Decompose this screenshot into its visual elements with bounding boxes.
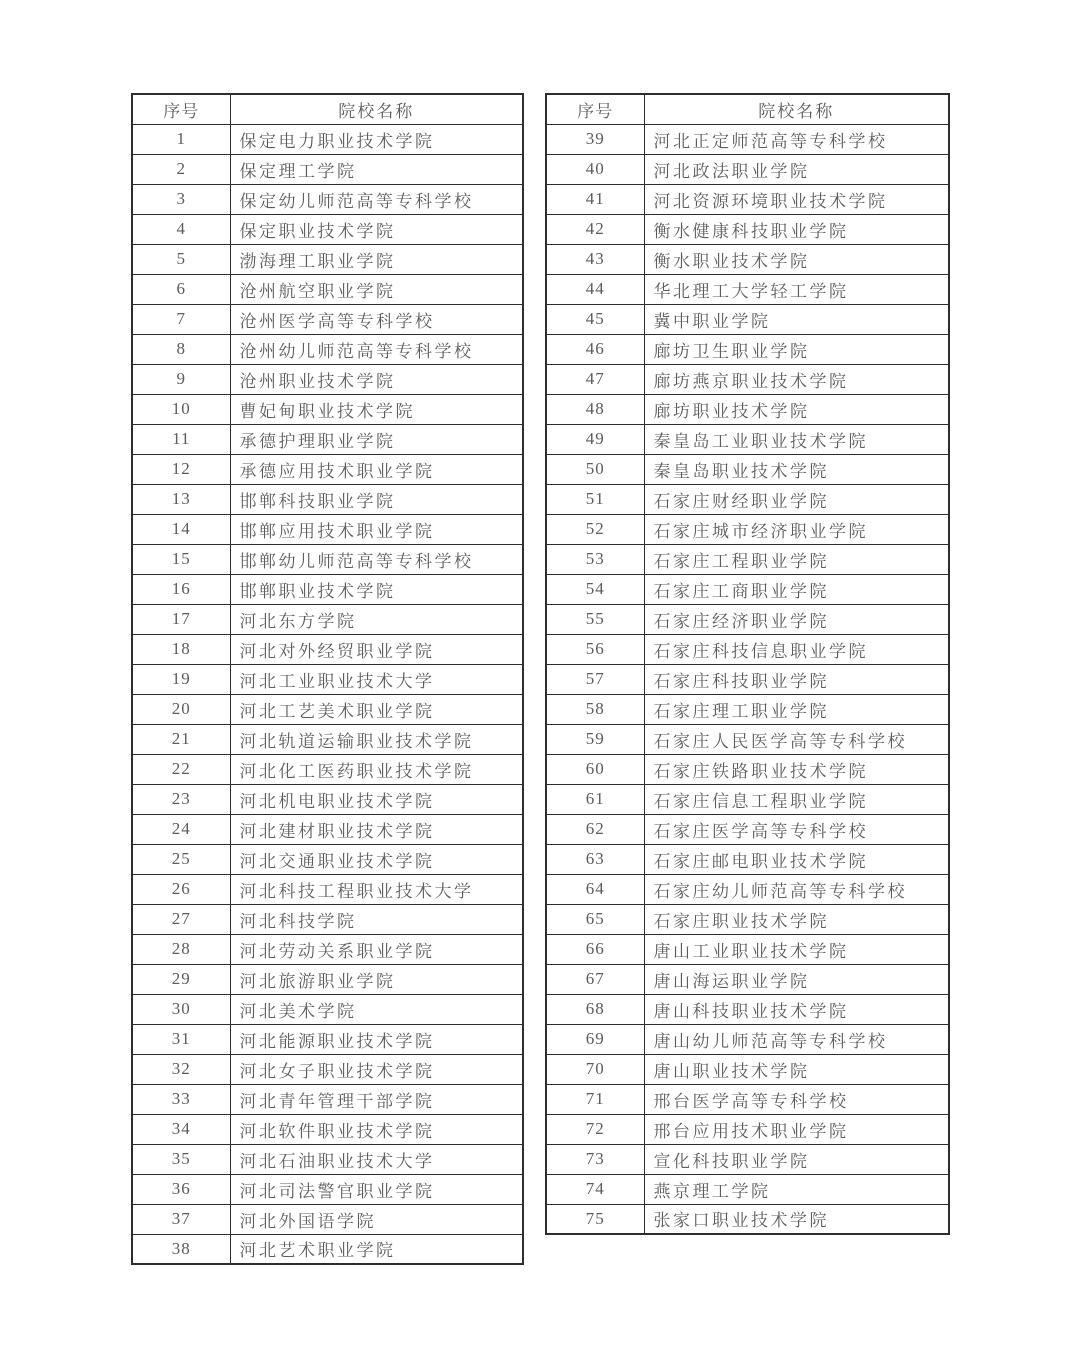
row-number-cell: 1 [132,124,230,154]
table-row [132,394,523,424]
row-number-cell: 70 [546,1054,644,1084]
row-number-cell: 66 [546,934,644,964]
row-number-cell: 12 [132,454,230,484]
institution-name-cell: 河北旅游职业学院 [230,964,523,994]
table-row [546,544,949,574]
row-number-cell: 44 [546,274,644,304]
institution-name-cell: 曹妃甸职业技术学院 [230,394,523,424]
table-row [546,1114,949,1144]
row-number-cell: 14 [132,514,230,544]
row-number-cell: 69 [546,1024,644,1054]
row-number-cell: 61 [546,784,644,814]
table-row [132,214,523,244]
row-number-cell: 23 [132,784,230,814]
table-row [132,574,523,604]
row-number-cell: 46 [546,334,644,364]
institution-name-cell: 邯郸幼儿师范高等专科学校 [230,544,523,574]
institution-name-cell: 河北女子职业技术学院 [230,1054,523,1084]
institution-name-cell: 沧州航空职业学院 [230,274,523,304]
row-number-cell: 48 [546,394,644,424]
institution-name-cell: 河北工业职业技术大学 [230,664,523,694]
row-number-cell: 72 [546,1114,644,1144]
institution-name-cell: 石家庄科技信息职业学院 [644,634,949,664]
row-number-cell: 52 [546,514,644,544]
row-number-cell: 28 [132,934,230,964]
table-row [546,934,949,964]
table-row [132,514,523,544]
institution-name-cell: 石家庄职业技术学院 [644,904,949,934]
table-row [546,124,949,154]
school-table-right [545,93,950,1235]
column-header-number: 序号 [132,94,230,124]
table-row [132,334,523,364]
table-row [132,454,523,484]
row-number-cell: 19 [132,664,230,694]
row-number-cell: 8 [132,334,230,364]
institution-name-cell: 张家口职业技术学院 [644,1204,949,1234]
institution-name-cell: 石家庄幼儿师范高等专科学校 [644,874,949,904]
institution-name-cell: 石家庄工程职业学院 [644,544,949,574]
row-number-cell: 11 [132,424,230,454]
institution-name-cell: 廊坊职业技术学院 [644,394,949,424]
institution-name-cell: 邢台应用技术职业学院 [644,1114,949,1144]
row-number-cell: 20 [132,694,230,724]
institution-name-cell: 廊坊燕京职业技术学院 [644,364,949,394]
institution-name-cell: 石家庄城市经济职业学院 [644,514,949,544]
institution-name-cell: 河北艺术职业学院 [230,1234,523,1264]
institution-name-cell: 承德应用技术职业学院 [230,454,523,484]
row-number-cell: 37 [132,1204,230,1234]
row-number-cell: 32 [132,1054,230,1084]
table-row [546,364,949,394]
table-row [132,124,523,154]
row-number-cell: 54 [546,574,644,604]
institution-name-cell: 唐山职业技术学院 [644,1054,949,1084]
row-number-cell: 59 [546,724,644,754]
table-row [132,274,523,304]
table-row [132,904,523,934]
row-number-cell: 56 [546,634,644,664]
table-row [132,1174,523,1204]
table-row [546,1084,949,1114]
institution-name-cell: 邯郸职业技术学院 [230,574,523,604]
row-number-cell: 17 [132,604,230,634]
institution-name-cell: 唐山工业职业技术学院 [644,934,949,964]
institution-name-cell: 邯郸应用技术职业学院 [230,514,523,544]
row-number-cell: 71 [546,1084,644,1114]
institution-name-cell: 石家庄财经职业学院 [644,484,949,514]
institution-name-cell: 秦皇岛职业技术学院 [644,454,949,484]
table-row [546,424,949,454]
table-row [132,1114,523,1144]
institution-name-cell: 邢台医学高等专科学校 [644,1084,949,1114]
row-number-cell: 9 [132,364,230,394]
table-row [132,874,523,904]
institution-name-cell: 石家庄经济职业学院 [644,604,949,634]
institution-name-cell: 邯郸科技职业学院 [230,484,523,514]
institution-name-cell: 河北劳动关系职业学院 [230,934,523,964]
institution-name-cell: 唐山海运职业学院 [644,964,949,994]
table-row [132,1204,523,1234]
row-number-cell: 31 [132,1024,230,1054]
table-row [546,1054,949,1084]
table-row [132,844,523,874]
row-number-cell: 21 [132,724,230,754]
table-row [546,394,949,424]
institution-name-cell: 华北理工大学轻工学院 [644,274,949,304]
school-table-left [131,93,524,1265]
table-row [546,814,949,844]
row-number-cell: 68 [546,994,644,1024]
institution-name-cell: 河北司法警官职业学院 [230,1174,523,1204]
institution-name-cell: 沧州医学高等专科学校 [230,304,523,334]
table-row [132,544,523,574]
row-number-cell: 34 [132,1114,230,1144]
row-number-cell: 22 [132,754,230,784]
table-row [132,154,523,184]
table-row [546,634,949,664]
table-row [546,274,949,304]
institution-name-cell: 冀中职业学院 [644,304,949,334]
table-row [546,784,949,814]
row-number-cell: 73 [546,1144,644,1174]
institution-name-cell: 河北对外经贸职业学院 [230,634,523,664]
table-row [132,694,523,724]
table-row [132,1024,523,1054]
table-row [546,454,949,484]
row-number-cell: 39 [546,124,644,154]
row-number-cell: 74 [546,1174,644,1204]
table-row [132,994,523,1024]
column-header-name: 院校名称 [644,94,949,124]
row-number-cell: 36 [132,1174,230,1204]
table-row [546,904,949,934]
institution-name-cell: 石家庄铁路职业技术学院 [644,754,949,784]
institution-name-cell: 河北机电职业技术学院 [230,784,523,814]
table-row [132,784,523,814]
table-row [546,844,949,874]
institution-name-cell: 保定理工学院 [230,154,523,184]
table-row [132,424,523,454]
institution-name-cell: 河北外国语学院 [230,1204,523,1234]
row-number-cell: 33 [132,1084,230,1114]
institution-name-cell: 河北正定师范高等专科学校 [644,124,949,154]
row-number-cell: 25 [132,844,230,874]
table-row [546,604,949,634]
institution-name-cell: 河北政法职业学院 [644,154,949,184]
row-number-cell: 15 [132,544,230,574]
row-number-cell: 40 [546,154,644,184]
institution-name-cell: 河北美术学院 [230,994,523,1024]
table-row [546,754,949,784]
table-row [546,1174,949,1204]
table-row [546,994,949,1024]
table-row [132,604,523,634]
row-number-cell: 7 [132,304,230,334]
institution-name-cell: 唐山科技职业技术学院 [644,994,949,1024]
institution-name-cell: 宣化科技职业学院 [644,1144,949,1174]
row-number-cell: 6 [132,274,230,304]
institution-name-cell: 沧州幼儿师范高等专科学校 [230,334,523,364]
table-row [132,724,523,754]
institution-name-cell: 廊坊卫生职业学院 [644,334,949,364]
row-number-cell: 64 [546,874,644,904]
institution-name-cell: 河北石油职业技术大学 [230,1144,523,1174]
row-number-cell: 53 [546,544,644,574]
row-number-cell: 41 [546,184,644,214]
table-row [546,1024,949,1054]
row-number-cell: 29 [132,964,230,994]
table-header-row [546,94,949,124]
row-number-cell: 75 [546,1204,644,1234]
institution-name-cell: 河北科技工程职业技术大学 [230,874,523,904]
row-number-cell: 58 [546,694,644,724]
institution-name-cell: 衡水职业技术学院 [644,244,949,274]
table-row [132,1084,523,1114]
institution-name-cell: 石家庄科技职业学院 [644,664,949,694]
institution-name-cell: 石家庄医学高等专科学校 [644,814,949,844]
table-row [132,814,523,844]
column-header-number: 序号 [546,94,644,124]
table-row [132,1234,523,1264]
row-number-cell: 42 [546,214,644,244]
row-number-cell: 24 [132,814,230,844]
row-number-cell: 63 [546,844,644,874]
institution-name-cell: 河北资源环境职业技术学院 [644,184,949,214]
column-header-name: 院校名称 [230,94,523,124]
institution-name-cell: 燕京理工学院 [644,1174,949,1204]
row-number-cell: 47 [546,364,644,394]
row-number-cell: 13 [132,484,230,514]
table-row [132,934,523,964]
institution-name-cell: 保定职业技术学院 [230,214,523,244]
row-number-cell: 26 [132,874,230,904]
row-number-cell: 38 [132,1234,230,1264]
row-number-cell: 50 [546,454,644,484]
institution-name-cell: 承德护理职业学院 [230,424,523,454]
table-row [132,364,523,394]
table-row [546,964,949,994]
institution-name-cell: 河北交通职业技术学院 [230,844,523,874]
institution-name-cell: 保定幼儿师范高等专科学校 [230,184,523,214]
row-number-cell: 30 [132,994,230,1024]
institution-name-cell: 石家庄邮电职业技术学院 [644,844,949,874]
row-number-cell: 10 [132,394,230,424]
row-number-cell: 27 [132,904,230,934]
table-row [546,694,949,724]
row-number-cell: 18 [132,634,230,664]
table-row [132,754,523,784]
institution-name-cell: 河北软件职业技术学院 [230,1114,523,1144]
table-row [132,304,523,334]
institution-name-cell: 河北建材职业技术学院 [230,814,523,844]
table-row [546,334,949,364]
row-number-cell: 45 [546,304,644,334]
table-row [546,874,949,904]
row-number-cell: 51 [546,484,644,514]
institution-name-cell: 河北能源职业技术学院 [230,1024,523,1054]
row-number-cell: 62 [546,814,644,844]
table-row [132,964,523,994]
row-number-cell: 2 [132,154,230,184]
row-number-cell: 55 [546,604,644,634]
table-row [132,484,523,514]
table-row [546,214,949,244]
table-row [546,724,949,754]
row-number-cell: 57 [546,664,644,694]
table-row [546,664,949,694]
institution-name-cell: 石家庄信息工程职业学院 [644,784,949,814]
table-row [546,514,949,544]
row-number-cell: 16 [132,574,230,604]
institution-name-cell: 衡水健康科技职业学院 [644,214,949,244]
row-number-cell: 3 [132,184,230,214]
institution-name-cell: 沧州职业技术学院 [230,364,523,394]
institution-name-cell: 河北轨道运输职业技术学院 [230,724,523,754]
row-number-cell: 60 [546,754,644,784]
table-row [546,154,949,184]
institution-name-cell: 河北青年管理干部学院 [230,1084,523,1114]
row-number-cell: 49 [546,424,644,454]
table-row [546,1144,949,1174]
table-row [546,244,949,274]
institution-name-cell: 河北工艺美术职业学院 [230,694,523,724]
institution-name-cell: 秦皇岛工业职业技术学院 [644,424,949,454]
institution-name-cell: 唐山幼儿师范高等专科学校 [644,1024,949,1054]
row-number-cell: 35 [132,1144,230,1174]
institution-name-cell: 河北化工医药职业技术学院 [230,754,523,784]
table-row [546,304,949,334]
table-row [132,244,523,274]
table-row [132,1144,523,1174]
row-number-cell: 4 [132,214,230,244]
institution-name-cell: 石家庄人民医学高等专科学校 [644,724,949,754]
institution-name-cell: 渤海理工职业学院 [230,244,523,274]
institution-name-cell: 石家庄理工职业学院 [644,694,949,724]
institution-name-cell: 河北科技学院 [230,904,523,934]
table-row [132,1054,523,1084]
row-number-cell: 5 [132,244,230,274]
row-number-cell: 67 [546,964,644,994]
table-row [132,664,523,694]
row-number-cell: 43 [546,244,644,274]
row-number-cell: 65 [546,904,644,934]
table-row [132,634,523,664]
institution-name-cell: 保定电力职业技术学院 [230,124,523,154]
table-row [546,184,949,214]
table-header-row [132,94,523,124]
table-row [132,184,523,214]
institution-name-cell: 石家庄工商职业学院 [644,574,949,604]
table-row [546,574,949,604]
table-row [546,1204,949,1234]
table-row [546,484,949,514]
institution-name-cell: 河北东方学院 [230,604,523,634]
